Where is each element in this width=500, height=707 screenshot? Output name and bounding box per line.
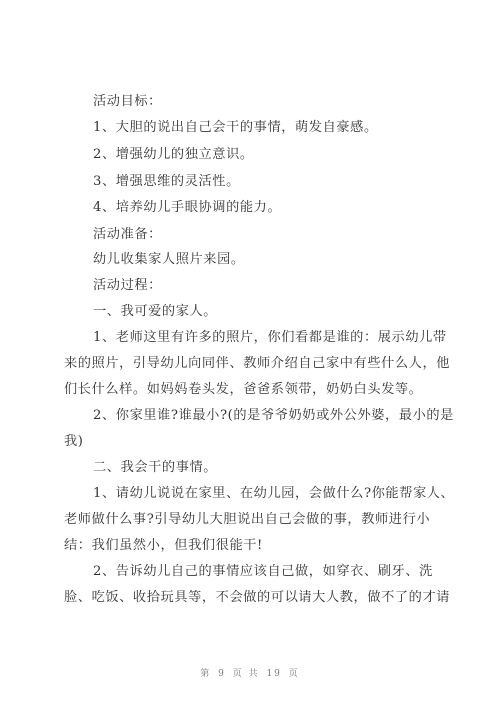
footer-suffix: 页 (288, 669, 300, 679)
paragraph-line: 1、请幼儿说说在家里、在幼儿园，会做什么?你能帮家人、 (93, 486, 455, 501)
paragraph-line: 我) (64, 434, 84, 449)
paragraph-line: 老师做什么事?引导幼儿大胆说出自己会做的事，教师进行小 (64, 512, 431, 527)
goal-item-4: 4、培养幼儿手眼协调的能力。 (93, 200, 282, 215)
process-part-1-heading: 一、我可爱的家人。 (93, 304, 218, 319)
paragraph-line: 1、老师这里有许多的照片，你们看都是谁的：展示幼儿带 (93, 330, 447, 345)
footer-prefix: 第 (200, 669, 212, 679)
paragraph-line: 2、告诉幼儿自己的事情应该自己做，如穿衣、刷牙、洗 (93, 564, 433, 579)
footer-mid: 页 共 (232, 669, 260, 679)
preparation-text: 幼儿收集家人照片来园。 (93, 252, 245, 267)
goal-item-3: 3、增强思维的灵活性。 (93, 174, 240, 189)
section-heading-goals: 活动目标： (93, 94, 162, 109)
goal-item-1: 1、大胆的说出自己会干的事情，萌发自豪感。 (93, 120, 378, 135)
page-footer (0, 667, 500, 681)
paragraph-line: 2、你家里谁?谁最小?(的是爷爷奶奶或外公外婆，最小的是 (93, 408, 454, 423)
section-heading-preparation: 活动准备： (93, 227, 162, 242)
process-part-2-heading: 二、我会干的事情。 (93, 460, 218, 475)
paragraph-line: 来的照片，引导幼儿向同伴、教师介绍自己家中有些什么人，他 (64, 356, 451, 371)
footer-total-pages: 19 (266, 669, 282, 679)
paragraph-line: 们长什么样。如妈妈卷头发，爸爸系领带，奶奶白头发等。 (64, 382, 423, 397)
paragraph-line: 结：我们虽然小，但我们很能干! (64, 538, 263, 553)
footer-current-page: 9 (218, 669, 226, 679)
goal-item-2: 2、增强幼儿的独立意识。 (93, 147, 254, 162)
paragraph-line: 脸、吃饭、收拾玩具等，不会做的可以请大人教，做不了的才请 (64, 590, 451, 605)
section-heading-process: 活动过程： (93, 278, 162, 293)
